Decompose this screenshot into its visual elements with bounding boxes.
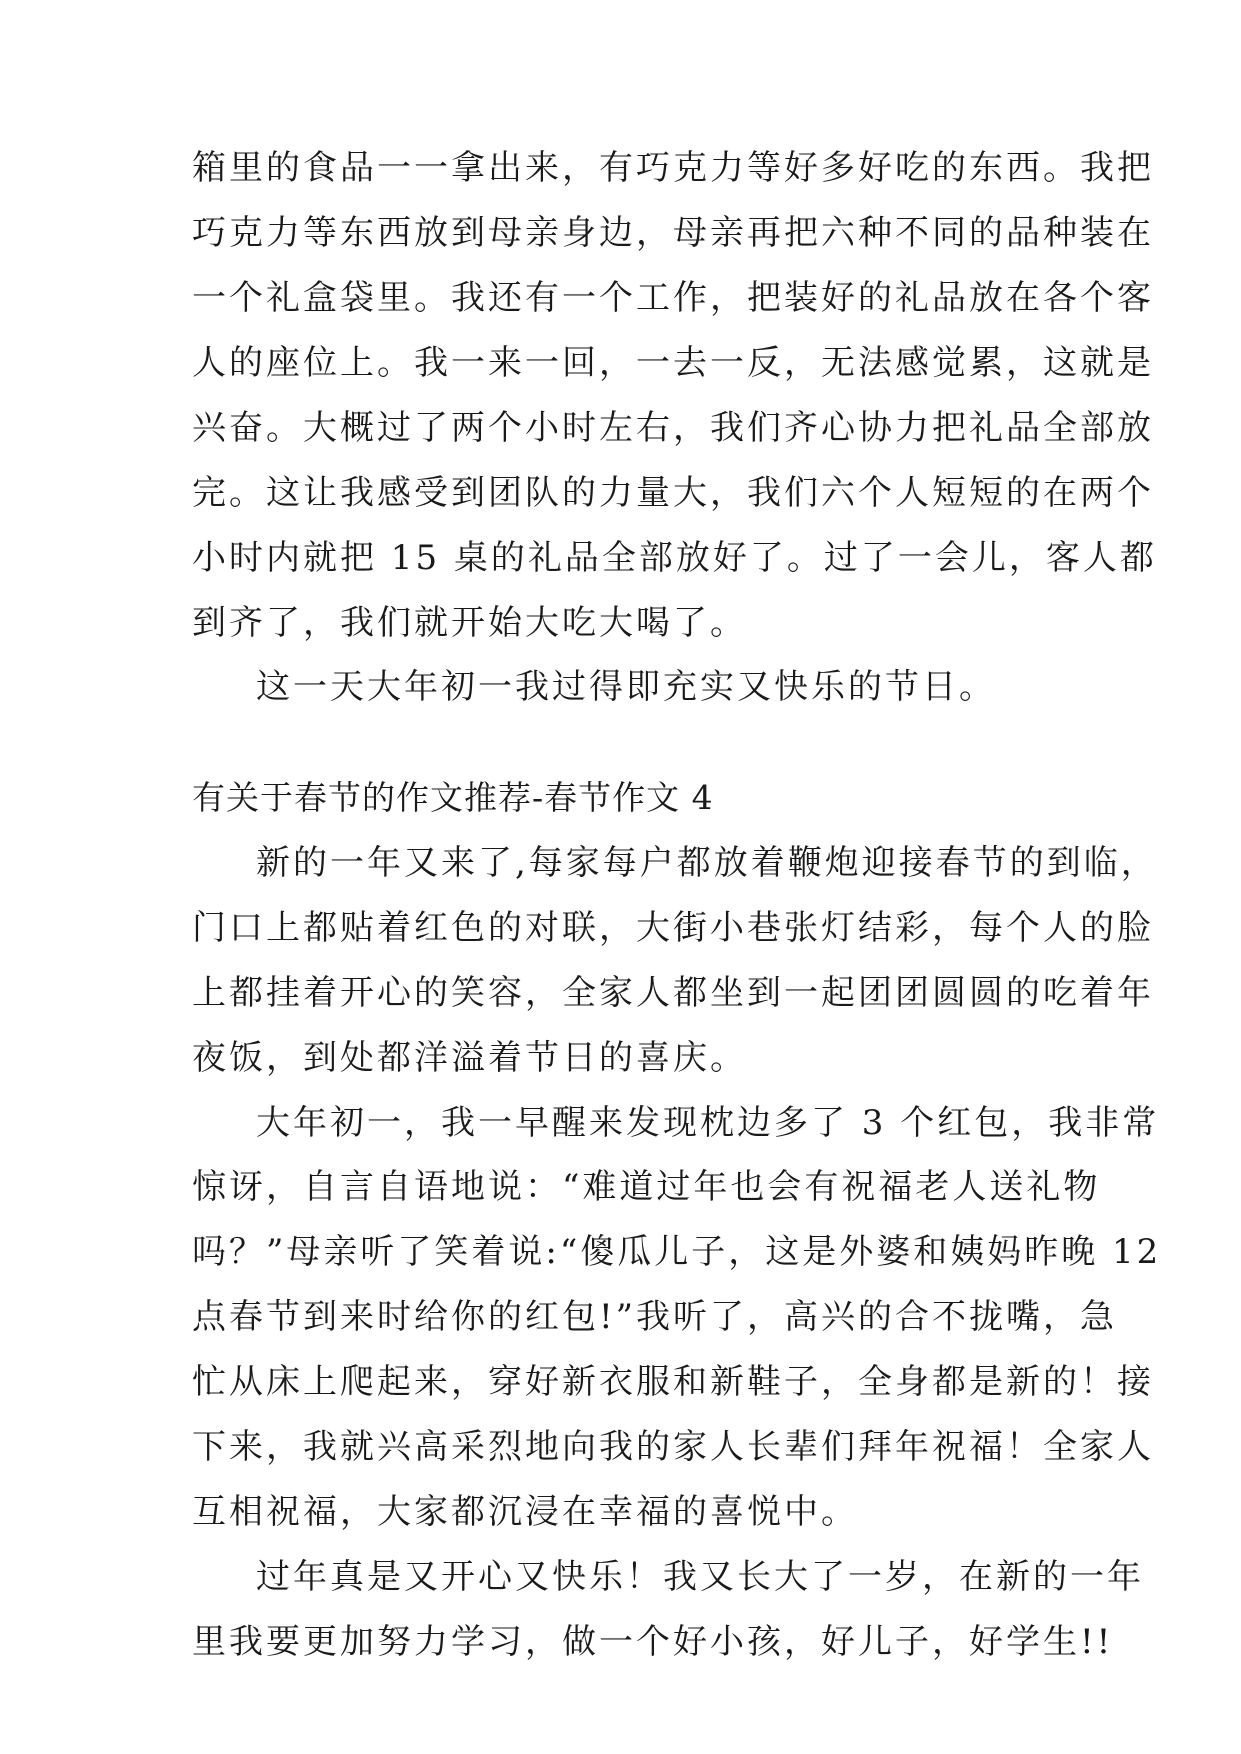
text-line: 过年真是又开心又快乐！我又长大了一岁，在新的一年 <box>256 1557 1144 1598</box>
text-line: 一个礼盒袋里。我还有一个工作，把装好的礼品放在各个客 <box>192 277 1154 318</box>
text-line: 到齐了，我们就开始大吃大喝了。 <box>192 602 747 643</box>
text-line: 巧克力等东西放到母亲身边，母亲再把六种不同的品种装在 <box>192 212 1154 253</box>
text-line: 这一天大年初一我过得即充实又快乐的节日。 <box>256 667 996 708</box>
text-line: 新的一年又来了,每家每户都放着鞭炮迎接春节的到临， <box>256 842 1158 883</box>
text-line: 小时内就把 15 桌的礼品全部放好了。过了一会儿，客人都 <box>192 537 1157 578</box>
text-line: 里我要更加努力学习，做一个好小孩，好儿子，好学生!! <box>192 1622 1114 1662</box>
text-line: 兴奋。大概过了两个小时左右，我们齐心协力把礼品全部放 <box>192 407 1154 448</box>
text-line: 箱里的食品一一拿出来，有巧克力等好多好吃的东西。我把 <box>192 148 1154 188</box>
text-line: 门口上都贴着红色的对联，大街小巷张灯结彩，每个人的脸 <box>192 907 1154 948</box>
text-line: 吗？”母亲听了笑着说:“傻瓜儿子，这是外婆和姨妈昨晚 12 <box>192 1232 1162 1273</box>
text-line: 大年初一，我一早醒来发现枕边多了 3 个红包，我非常 <box>256 1102 1160 1143</box>
section-heading: 有关于春节的作文推荐-春节作文 4 <box>192 777 714 817</box>
text-line: 忙从床上爬起来，穿好新衣服和新鞋子，全身都是新的！接 <box>192 1362 1154 1403</box>
text-line: 惊讶，自言自语地说：“难道过年也会有祝福老人送礼物 <box>192 1167 1101 1208</box>
text-line: 下来，我就兴高采烈地向我的家人长辈们拜年祝福！全家人 <box>192 1427 1154 1468</box>
text-line: 完。这让我感受到团队的力量大，我们六个人短短的在两个 <box>192 472 1154 513</box>
text-line: 点春节到来时给你的红包!”我听了，高兴的合不拢嘴，急 <box>192 1297 1118 1338</box>
text-line: 夜饭，到处都洋溢着节日的喜庆。 <box>192 1037 747 1078</box>
text-line: 人的座位上。我一来一回，一去一反，无法感觉累，这就是 <box>192 342 1154 383</box>
text-line: 互相祝福，大家都沉浸在幸福的喜悦中。 <box>192 1492 858 1533</box>
text-line: 上都挂着开心的笑容，全家人都坐到一起团团圆圆的吃着年 <box>192 972 1154 1013</box>
